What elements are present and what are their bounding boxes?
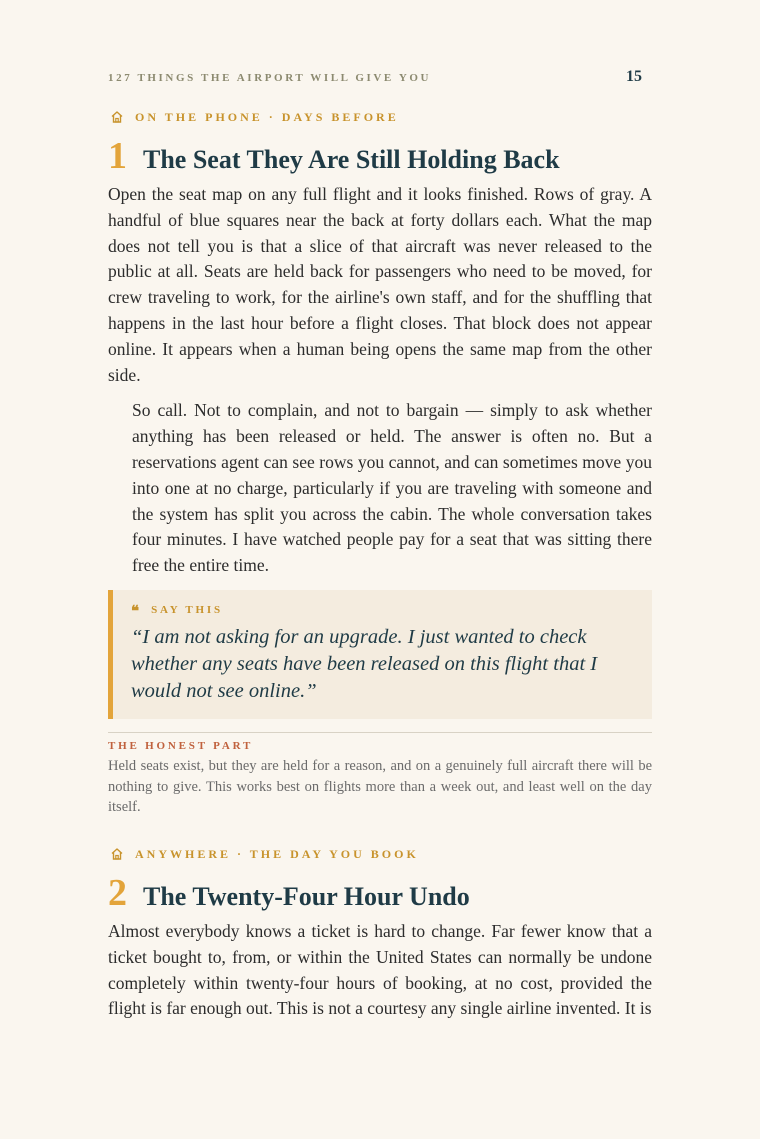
home-icon — [110, 110, 124, 124]
quote-icon: ❝ — [131, 603, 140, 620]
entry-paragraph: Open the seat map on any full flight and it looks finished. Rows of gray. A handful of blue squares near the back at forty dollars each. What the map does not tell you is that a slice of that aircraft was never released to the public at all. Seats are held back for passengers who need to be moved, for crew traveling to work, for the airline's own staff, and for the shuffling that happens in the last hour before a flight closes. That block does not appear online. It appears when a human being opens the same map from the other side. — [108, 184, 652, 385]
entry-kicker-text: ANYWHERE · THE DAY YOU BOOK — [135, 846, 419, 861]
entry-paragraph-indented: So call. Not to complain, and not to bargain — simply to ask whether anything has been released or held. The answer is often no. But a reservations agent can see rows you cannot, and can sometimes move you into one at no charge, particularly if you are traveling with someone and the system has split you across the cabin. The whole conversation takes four minutes. I have watched people pay for a seat that was sitting there free the entire time. — [132, 400, 652, 576]
entry-1 — [108, 108, 652, 579]
say-this-callout — [108, 590, 652, 719]
running-title: 127 THINGS THE AIRPORT WILL GIVE YOU — [108, 72, 432, 84]
callout-label — [131, 602, 634, 618]
entry-number: 1 — [108, 135, 127, 177]
home-icon — [110, 847, 124, 861]
entry-kicker-text: ON THE PHONE · DAYS BEFORE — [135, 109, 399, 124]
honest-label: THE HONEST PART — [108, 740, 254, 752]
callout-quote: “I am not asking for an upgrade. I just wanted to check whether any seats have been released on this flight that I would not see online.” — [131, 626, 598, 702]
entry-title: The Seat They Are Still Holding Back — [143, 145, 560, 174]
entry-number: 2 — [108, 872, 127, 914]
entry-kicker — [108, 845, 652, 863]
entry-heading — [108, 873, 652, 913]
divider — [108, 732, 652, 733]
entry-kicker — [108, 108, 652, 126]
entry-title: The Twenty-Four Hour Undo — [143, 882, 470, 911]
entry-heading — [108, 136, 652, 176]
entry-paragraph: Almost everybody knows a ticket is hard to change. Far fewer know that a ticket bought to, from, or within the United States can normally be undone completely within twenty-four hours of booking, at no cost, provided the flight is far enough out. This is not a courtesy any single airline invented. It is — [108, 921, 652, 1019]
honest-text: Held seats exist, but they are held for a reason, and on a genuinely full aircraft there will be nothing to give. This works best on flights more than a week out, and least well on the day itself. — [108, 758, 652, 815]
running-head — [108, 70, 652, 88]
entry-2 — [108, 845, 652, 1022]
page-number: 15 — [626, 68, 642, 85]
callout-label-text: SAY THIS — [151, 604, 223, 616]
honest-part — [108, 740, 652, 818]
